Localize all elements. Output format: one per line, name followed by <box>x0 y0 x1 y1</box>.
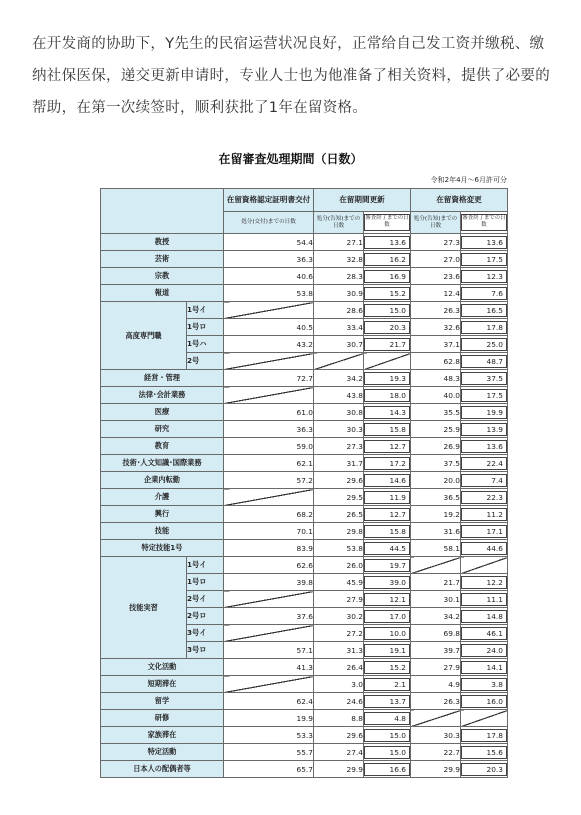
change-review-days: 20.3 <box>461 763 507 776</box>
change-notice-days: 22.7 <box>411 744 461 761</box>
renewal-notice-days: 27.3 <box>314 438 364 455</box>
change-review-days: 22.4 <box>461 457 507 470</box>
change-review-cell <box>461 251 508 268</box>
renewal-review-days: 13.7 <box>364 695 410 708</box>
renewal-review-cell <box>364 727 411 744</box>
subheader-change-review: 審査終了までの日数 <box>461 214 507 231</box>
change-notice-days: 37.5 <box>411 455 461 472</box>
change-notice-days: 20.0 <box>411 472 461 489</box>
renewal-review-days: 12.7 <box>364 508 410 521</box>
renewal-notice-days: 30.9 <box>314 285 364 302</box>
row-label: 研修 <box>101 710 224 727</box>
change-review-days: 13.9 <box>461 423 507 436</box>
certificate-days: 40.5 <box>224 319 314 336</box>
change-review-days: 7.6 <box>461 287 507 300</box>
group-label: 高度専門職 <box>101 302 187 370</box>
change-review-cell <box>461 438 508 455</box>
paragraph-line: 纳社保医保，递交更新申请时，专业人士也为他准备了相关资料，提供了必要的 <box>32 68 550 84</box>
empty-cell <box>364 353 411 370</box>
renewal-review-cell <box>364 591 411 608</box>
table-row <box>101 557 508 574</box>
renewal-review-days: 17.0 <box>364 610 410 623</box>
empty-cell <box>224 387 314 404</box>
change-review-cell <box>461 336 508 353</box>
renewal-notice-days: 3.0 <box>314 676 364 693</box>
article-paragraph <box>32 28 560 124</box>
change-review-cell <box>461 455 508 472</box>
renewal-review-cell <box>364 540 411 557</box>
change-review-days: 17.5 <box>461 389 507 402</box>
row-sublabel: 1号ロ <box>187 574 224 591</box>
change-review-days: 14.8 <box>461 610 507 623</box>
renewal-review-days: 15.8 <box>364 423 410 436</box>
certificate-days: 57.2 <box>224 472 314 489</box>
renewal-review-cell <box>364 336 411 353</box>
renewal-notice-days: 45.9 <box>314 574 364 591</box>
change-review-days: 11.1 <box>461 593 507 606</box>
subheader-renewal-notice: 処分(告知)までの日数 <box>314 212 364 234</box>
renewal-notice-days: 34.2 <box>314 370 364 387</box>
table-row <box>101 302 508 319</box>
row-label: 宗教 <box>101 268 224 285</box>
table-row <box>101 285 508 302</box>
certificate-days: 72.7 <box>224 370 314 387</box>
renewal-review-cell <box>364 285 411 302</box>
change-notice-days: 35.5 <box>411 404 461 421</box>
renewal-review-days: 39.0 <box>364 576 410 589</box>
renewal-review-cell <box>364 472 411 489</box>
renewal-notice-days: 30.2 <box>314 608 364 625</box>
renewal-review-cell <box>364 693 411 710</box>
change-notice-days: 62.8 <box>411 353 461 370</box>
table-row <box>101 693 508 710</box>
change-review-days: 7.4 <box>461 474 507 487</box>
change-review-cell <box>461 608 508 625</box>
row-label: 特定技能1号 <box>101 540 224 557</box>
table-row <box>101 455 508 472</box>
change-review-days: 3.8 <box>461 678 507 691</box>
renewal-review-cell <box>364 319 411 336</box>
renewal-review-days: 21.7 <box>364 338 410 351</box>
change-notice-days: 30.3 <box>411 727 461 744</box>
change-review-cell <box>461 489 508 506</box>
row-label: 教育 <box>101 438 224 455</box>
change-review-cell <box>461 285 508 302</box>
change-notice-days: 39.7 <box>411 642 461 659</box>
row-sublabel: 2号ロ <box>187 608 224 625</box>
change-review-days: 17.1 <box>461 525 507 538</box>
renewal-review-cell <box>364 761 411 778</box>
change-notice-days: 12.4 <box>411 285 461 302</box>
change-review-cell <box>461 761 508 778</box>
row-sublabel: 2号イ <box>187 591 224 608</box>
certificate-days: 36.3 <box>224 251 314 268</box>
empty-cell <box>224 591 314 608</box>
change-notice-days: 26.3 <box>411 302 461 319</box>
certificate-days: 62.4 <box>224 693 314 710</box>
change-review-cell <box>461 353 508 370</box>
certificate-days: 59.0 <box>224 438 314 455</box>
certificate-days: 55.7 <box>224 744 314 761</box>
row-label: 技能 <box>101 523 224 540</box>
empty-cell <box>314 353 364 370</box>
row-sublabel: 3号ロ <box>187 642 224 659</box>
renewal-review-cell <box>364 642 411 659</box>
change-review-cell <box>461 642 508 659</box>
row-label: 研究 <box>101 421 224 438</box>
table-row <box>101 387 508 404</box>
row-sublabel: 1号イ <box>187 557 224 574</box>
row-sublabel: 3号イ <box>187 625 224 642</box>
change-review-cell <box>461 302 508 319</box>
renewal-notice-days: 29.8 <box>314 523 364 540</box>
table-row <box>101 489 508 506</box>
renewal-review-cell <box>364 251 411 268</box>
change-review-cell <box>461 319 508 336</box>
certificate-days: 39.8 <box>224 574 314 591</box>
subheader-change-review-cell <box>461 212 508 234</box>
row-label: 興行 <box>101 506 224 523</box>
change-notice-days: 4.9 <box>411 676 461 693</box>
change-review-days: 16.5 <box>461 304 507 317</box>
subheader-certificate-days: 処分(交付)までの日数 <box>224 212 314 234</box>
change-review-cell <box>461 472 508 489</box>
renewal-review-cell <box>364 421 411 438</box>
change-review-cell <box>461 404 508 421</box>
change-notice-days: 26.3 <box>411 693 461 710</box>
change-review-cell <box>461 676 508 693</box>
renewal-review-cell <box>364 302 411 319</box>
renewal-review-days: 4.8 <box>364 712 410 725</box>
change-review-cell <box>461 574 508 591</box>
subheader-change-notice: 処分(告知)までの日数 <box>411 212 461 234</box>
renewal-notice-days: 27.2 <box>314 625 364 642</box>
header-row <box>101 189 508 212</box>
row-label: 企業内転勤 <box>101 472 224 489</box>
renewal-review-cell <box>364 659 411 676</box>
renewal-review-days: 2.1 <box>364 678 410 691</box>
change-review-cell <box>461 625 508 642</box>
renewal-review-cell <box>364 557 411 574</box>
renewal-review-days: 15.8 <box>364 525 410 538</box>
table-row <box>101 506 508 523</box>
renewal-review-days: 20.3 <box>364 321 410 334</box>
header-change: 在留資格変更 <box>411 189 508 212</box>
renewal-review-days: 15.2 <box>364 287 410 300</box>
certificate-days: 54.4 <box>224 234 314 251</box>
renewal-review-days: 15.0 <box>364 746 410 759</box>
row-sublabel: 1号ロ <box>187 319 224 336</box>
renewal-notice-days: 29.9 <box>314 761 364 778</box>
renewal-notice-days: 30.8 <box>314 404 364 421</box>
renewal-review-days: 17.2 <box>364 457 410 470</box>
row-label: 特定活動 <box>101 744 224 761</box>
certificate-days: 43.2 <box>224 336 314 353</box>
change-review-days: 17.8 <box>461 729 507 742</box>
empty-cell <box>224 625 314 642</box>
row-sublabel: 1号ハ <box>187 336 224 353</box>
group-label: 技能実習 <box>101 557 187 659</box>
certificate-days: 19.9 <box>224 710 314 727</box>
change-review-cell <box>461 727 508 744</box>
empty-cell <box>461 557 508 574</box>
renewal-review-days: 11.9 <box>364 491 410 504</box>
renewal-notice-days: 32.8 <box>314 251 364 268</box>
row-label: 教授 <box>101 234 224 251</box>
empty-cell <box>411 557 461 574</box>
renewal-notice-days: 28.6 <box>314 302 364 319</box>
change-notice-days: 37.1 <box>411 336 461 353</box>
change-review-days: 17.8 <box>461 321 507 334</box>
change-notice-days: 26.9 <box>411 438 461 455</box>
empty-cell <box>461 710 508 727</box>
table-row <box>101 761 508 778</box>
change-review-days: 13.6 <box>461 236 507 249</box>
paragraph-line: 在开发商的协助下，Y先生的民宿运营状况良好，正常给自己发工资并缴税、缴 <box>32 36 545 52</box>
change-review-cell <box>461 744 508 761</box>
renewal-review-cell <box>364 438 411 455</box>
renewal-review-days: 18.0 <box>364 389 410 402</box>
table-row <box>101 421 508 438</box>
row-label: 短期滞在 <box>101 676 224 693</box>
table-row <box>101 523 508 540</box>
change-review-days: 12.2 <box>461 576 507 589</box>
renewal-review-days: 14.3 <box>364 406 410 419</box>
empty-cell <box>224 489 314 506</box>
subheader-renewal-review-cell <box>364 212 411 234</box>
change-review-cell <box>461 523 508 540</box>
row-label: 留学 <box>101 693 224 710</box>
change-notice-days: 40.0 <box>411 387 461 404</box>
renewal-review-days: 15.0 <box>364 304 410 317</box>
row-label: 報道 <box>101 285 224 302</box>
renewal-review-cell <box>364 404 411 421</box>
renewal-review-days: 19.7 <box>364 559 410 572</box>
certificate-days: 68.2 <box>224 506 314 523</box>
change-review-cell <box>461 421 508 438</box>
renewal-notice-days: 31.3 <box>314 642 364 659</box>
change-review-cell <box>461 659 508 676</box>
change-notice-days: 32.6 <box>411 319 461 336</box>
renewal-review-cell <box>364 676 411 693</box>
empty-cell <box>224 353 314 370</box>
certificate-days: 37.6 <box>224 608 314 625</box>
renewal-review-cell <box>364 506 411 523</box>
table-row <box>101 268 508 285</box>
renewal-review-cell <box>364 710 411 727</box>
renewal-review-days: 14.6 <box>364 474 410 487</box>
change-review-days: 12.3 <box>461 270 507 283</box>
renewal-notice-days: 53.8 <box>314 540 364 557</box>
change-notice-days: 29.9 <box>411 761 461 778</box>
change-notice-days: 23.6 <box>411 268 461 285</box>
empty-cell <box>224 676 314 693</box>
row-label: 法律･会計業務 <box>101 387 224 404</box>
renewal-review-days: 16.9 <box>364 270 410 283</box>
table-row <box>101 404 508 421</box>
row-label: 経営・管理 <box>101 370 224 387</box>
change-review-cell <box>461 268 508 285</box>
renewal-review-days: 12.1 <box>364 593 410 606</box>
change-review-days: 14.1 <box>461 661 507 674</box>
renewal-review-cell <box>364 523 411 540</box>
header-renewal: 在留期間更新 <box>314 189 411 212</box>
table-row <box>101 727 508 744</box>
table-row <box>101 370 508 387</box>
row-label: 介護 <box>101 489 224 506</box>
change-review-cell <box>461 387 508 404</box>
table-row <box>101 659 508 676</box>
renewal-notice-days: 8.8 <box>314 710 364 727</box>
change-review-days: 22.3 <box>461 491 507 504</box>
change-review-days: 44.6 <box>461 542 507 555</box>
renewal-review-days: 15.0 <box>364 729 410 742</box>
header-certificate: 在留資格認定証明書交付 <box>224 189 314 212</box>
row-sublabel: 1号イ <box>187 302 224 319</box>
change-notice-days: 27.0 <box>411 251 461 268</box>
certificate-days: 36.3 <box>224 421 314 438</box>
renewal-notice-days: 24.6 <box>314 693 364 710</box>
change-notice-days: 48.3 <box>411 370 461 387</box>
certificate-days: 62.6 <box>224 557 314 574</box>
renewal-review-cell <box>364 268 411 285</box>
renewal-review-days: 16.2 <box>364 253 410 266</box>
change-review-days: 37.5 <box>461 372 507 385</box>
table-row <box>101 251 508 268</box>
table-row <box>101 472 508 489</box>
change-notice-days: 21.7 <box>411 574 461 591</box>
renewal-review-days: 16.6 <box>364 763 410 776</box>
row-label: 芸術 <box>101 251 224 268</box>
change-review-cell <box>461 540 508 557</box>
renewal-notice-days: 31.7 <box>314 455 364 472</box>
row-label: 技術･人文知識･国際業務 <box>101 455 224 472</box>
renewal-notice-days: 26.4 <box>314 659 364 676</box>
change-review-cell <box>461 693 508 710</box>
change-review-days: 25.0 <box>461 338 507 351</box>
certificate-days: 53.3 <box>224 727 314 744</box>
change-notice-days: 34.2 <box>411 608 461 625</box>
corner-cell <box>101 189 224 234</box>
change-review-cell <box>461 234 508 251</box>
row-label: 医療 <box>101 404 224 421</box>
certificate-days: 70.1 <box>224 523 314 540</box>
certificate-days: 53.8 <box>224 285 314 302</box>
certificate-days: 41.3 <box>224 659 314 676</box>
certificate-days: 57.1 <box>224 642 314 659</box>
change-review-days: 13.6 <box>461 440 507 453</box>
change-notice-days: 69.8 <box>411 625 461 642</box>
certificate-days: 62.1 <box>224 455 314 472</box>
certificate-days: 40.6 <box>224 268 314 285</box>
table-row <box>101 744 508 761</box>
change-review-cell <box>461 506 508 523</box>
renewal-notice-days: 43.8 <box>314 387 364 404</box>
change-review-cell <box>461 591 508 608</box>
change-notice-days: 58.1 <box>411 540 461 557</box>
renewal-review-cell <box>364 489 411 506</box>
renewal-review-days: 15.2 <box>364 661 410 674</box>
row-label: 文化活動 <box>101 659 224 676</box>
certificate-days: 83.9 <box>224 540 314 557</box>
renewal-review-cell <box>364 455 411 472</box>
table-row <box>101 676 508 693</box>
change-review-days: 48.7 <box>461 355 507 368</box>
change-notice-days: 31.6 <box>411 523 461 540</box>
renewal-review-days: 44.5 <box>364 542 410 555</box>
row-label: 家族滞在 <box>101 727 224 744</box>
table-row <box>101 710 508 727</box>
change-review-days: 17.5 <box>461 253 507 266</box>
change-review-cell <box>461 370 508 387</box>
renewal-review-cell <box>364 234 411 251</box>
change-notice-days: 27.3 <box>411 234 461 251</box>
empty-cell <box>224 302 314 319</box>
table-row <box>101 438 508 455</box>
change-review-days: 19.9 <box>461 406 507 419</box>
row-sublabel: 2号 <box>187 353 224 370</box>
empty-cell <box>411 710 461 727</box>
renewal-review-cell <box>364 574 411 591</box>
renewal-review-days: 19.3 <box>364 372 410 385</box>
renewal-notice-days: 27.9 <box>314 591 364 608</box>
change-notice-days: 25.9 <box>411 421 461 438</box>
renewal-review-days: 13.6 <box>364 236 410 249</box>
change-notice-days: 19.2 <box>411 506 461 523</box>
processing-days-table <box>100 188 508 778</box>
row-label: 日本人の配偶者等 <box>101 761 224 778</box>
certificate-days: 61.0 <box>224 404 314 421</box>
table-row <box>101 540 508 557</box>
renewal-notice-days: 26.5 <box>314 506 364 523</box>
certificate-days: 65.7 <box>224 761 314 778</box>
change-review-days: 46.1 <box>461 627 507 640</box>
renewal-notice-days: 29.5 <box>314 489 364 506</box>
renewal-notice-days: 30.3 <box>314 421 364 438</box>
change-review-days: 16.0 <box>461 695 507 708</box>
renewal-review-cell <box>364 387 411 404</box>
renewal-notice-days: 27.1 <box>314 234 364 251</box>
renewal-notice-days: 29.6 <box>314 472 364 489</box>
renewal-review-days: 12.7 <box>364 440 410 453</box>
change-notice-days: 36.5 <box>411 489 461 506</box>
change-review-days: 11.2 <box>461 508 507 521</box>
renewal-review-cell <box>364 625 411 642</box>
renewal-notice-days: 29.6 <box>314 727 364 744</box>
renewal-review-cell <box>364 370 411 387</box>
renewal-review-cell <box>364 744 411 761</box>
renewal-notice-days: 28.3 <box>314 268 364 285</box>
table-title: 在留審査処理期間（日数） <box>218 152 363 166</box>
renewal-notice-days: 27.4 <box>314 744 364 761</box>
renewal-review-days: 10.0 <box>364 627 410 640</box>
change-review-days: 24.0 <box>461 644 507 657</box>
renewal-review-cell <box>364 608 411 625</box>
change-review-days: 15.6 <box>461 746 507 759</box>
subheader-renewal-review: 審査終了までの日数 <box>364 214 410 231</box>
table-subtitle: 令和2年4月～6月許可分 <box>430 176 507 184</box>
change-notice-days: 30.1 <box>411 591 461 608</box>
paragraph-line: 帮助，在第一次续签时，顺利获批了1年在留资格。 <box>32 100 368 116</box>
renewal-notice-days: 33.4 <box>314 319 364 336</box>
renewal-review-days: 19.1 <box>364 644 410 657</box>
change-notice-days: 27.9 <box>411 659 461 676</box>
renewal-notice-days: 30.7 <box>314 336 364 353</box>
renewal-notice-days: 26.0 <box>314 557 364 574</box>
table-row <box>101 234 508 251</box>
